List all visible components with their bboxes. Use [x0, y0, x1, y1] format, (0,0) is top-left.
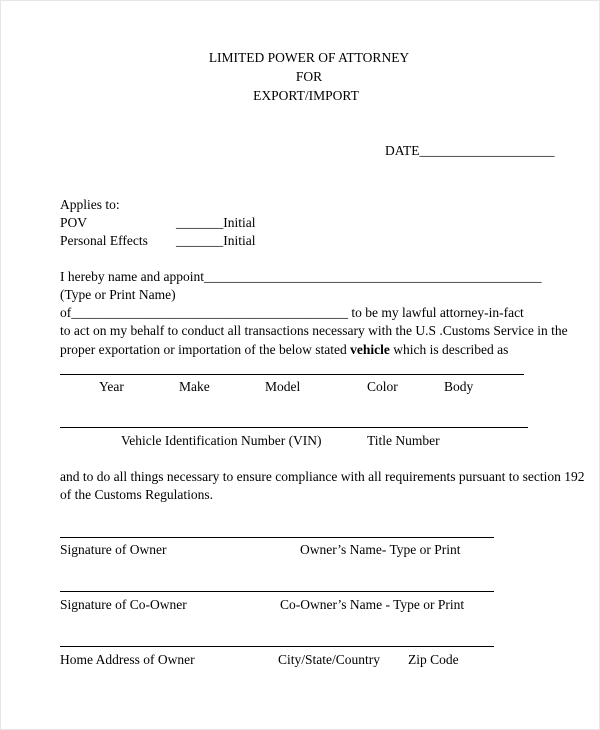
home-address-label: Home Address of Owner [60, 652, 195, 667]
vin-label: Vehicle Identification Number (VIN) [121, 433, 322, 448]
col-model: Model [265, 379, 301, 394]
co-owner-name-label: Co-Owner’s Name - Type or Print [280, 597, 465, 612]
appoint-line[interactable]: I hereby name and appoint__________________________________________________ [60, 269, 542, 284]
col-make: Make [179, 379, 210, 394]
authority-text: to act on my behalf to conduct all transactions necessary with the U.S .Customs Service in the [60, 323, 568, 338]
date-field[interactable]: DATE____________________ [385, 143, 555, 158]
title-number-label: Title Number [367, 433, 440, 448]
personal-effects-initial-field[interactable]: _______Initial [176, 233, 256, 248]
vin-title-blank[interactable] [60, 427, 528, 428]
document-title-line2: FOR [295, 69, 323, 84]
vehicle-emphasis: vehicle [350, 342, 390, 357]
document-title-line3: EXPORT/IMPORT [253, 88, 359, 103]
owner-signature-blank[interactable] [60, 537, 494, 538]
applies-to-label: Applies to: [60, 197, 120, 212]
col-body: Body [444, 379, 474, 394]
document-title-line1: LIMITED POWER OF ATTORNEY [208, 50, 410, 65]
owner-name-label: Owner’s Name- Type or Print [300, 542, 461, 557]
co-owner-signature-blank[interactable] [60, 591, 494, 592]
signature-of-owner-label: Signature of Owner [60, 542, 167, 557]
zip-code-label: Zip Code [408, 652, 459, 667]
applies-item-pov: POV [60, 215, 88, 230]
compliance-text-line1: and to do all things necessary to ensure compliance with all requirements pursuant to section 192 [60, 469, 585, 484]
applies-item-personal-effects: Personal Effects [60, 233, 148, 248]
attorney-of-line[interactable]: of_________________________________________ to be my lawful attorney-in-fact [60, 305, 524, 320]
compliance-text-line2: of the Customs Regulations. [60, 487, 213, 502]
col-color: Color [367, 379, 398, 394]
type-or-print-name-label: (Type or Print Name) [60, 287, 176, 302]
vehicle-described-text: proper exportation or importation of the below stated vehicle which is described as [60, 342, 509, 357]
vehicle-description-blank[interactable] [60, 374, 524, 375]
city-state-country-label: City/State/Country [278, 652, 381, 667]
signature-of-co-owner-label: Signature of Co-Owner [60, 597, 187, 612]
pov-initial-field[interactable]: _______Initial [176, 215, 256, 230]
home-address-blank[interactable] [60, 646, 494, 647]
col-year: Year [99, 379, 124, 394]
